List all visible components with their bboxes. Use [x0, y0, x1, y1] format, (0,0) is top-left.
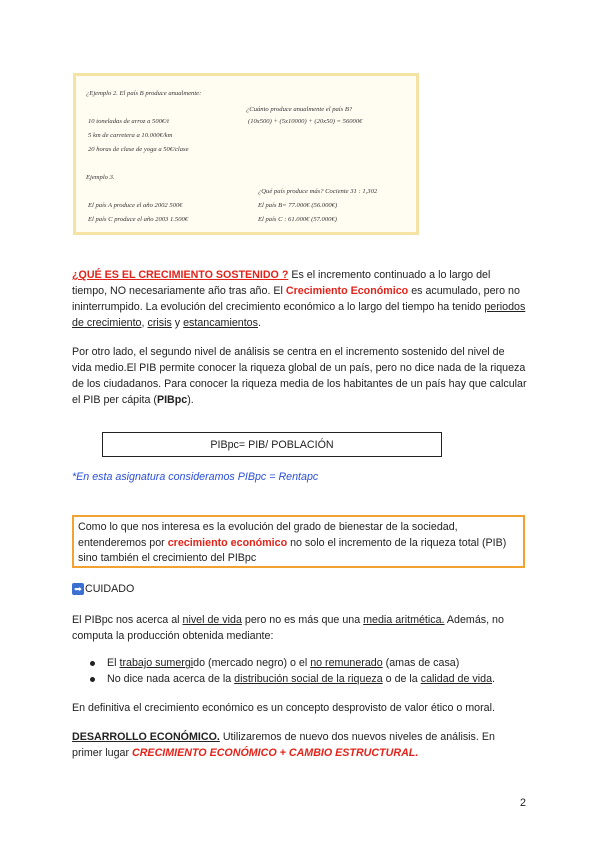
item-text: No dice nada acerca de la — [107, 673, 235, 685]
example-line: Ejemplo 3. — [86, 174, 115, 181]
link-estancamientos: estancamientos — [183, 317, 258, 329]
item-text: o de la — [382, 673, 421, 685]
link-crisis: crisis — [147, 317, 172, 329]
example-line: El país C produce el año 2003 1.500€ — [88, 216, 189, 223]
link-periodos: periodos de crecimiento — [72, 301, 526, 329]
highlight-term: Crecimiento Económico — [285, 285, 409, 297]
cuidado-callout — [72, 583, 134, 595]
example-line: (10x500) + (5x10000) + (20x50) = 56000€ — [248, 118, 363, 125]
pibpc-paragraph — [72, 344, 527, 408]
example-line: El país B= 77.000€ (56.000€) — [258, 202, 338, 209]
conclusion-paragraph: En definitiva el crecimiento económico es un concepto desprovisto de valor ético o moral. — [72, 702, 495, 714]
example-line: El país C : 61.000€ (57.000€) — [258, 216, 337, 223]
underlined-term: calidad de vida — [420, 673, 493, 685]
underlined-term: distribución social de la riqueza — [234, 673, 383, 685]
section-heading: DESARROLLO ECONÓMICO. — [72, 731, 220, 743]
bullet-icon — [90, 661, 95, 666]
paragraph-text: Además, no computa la producción obtenida mediante: — [72, 614, 504, 642]
paragraph-text: y — [171, 317, 184, 329]
example-line: ¿Ejemplo 2. El país B produce anualmente: — [86, 90, 202, 97]
bullet-list — [90, 655, 495, 687]
paragraph-text: Utilizaremos de nuevo dos nuevos niveles de análisis. En primer lugar — [72, 731, 495, 759]
bullet-icon — [90, 677, 95, 682]
example-line: 10 toneladas de arroz a 500€/t — [88, 118, 169, 125]
underlined-term: no remunerado — [310, 657, 383, 669]
paragraph-text: es acumulado, pero no ininterrumpido. La evolución del crecimiento económico a lo largo del tiempo ha tenido — [72, 285, 520, 313]
item-text: El — [107, 657, 120, 669]
highlight-term: crecimiento económico — [167, 536, 288, 549]
cuidado-label: CUIDADO — [85, 583, 135, 595]
underlined-term: media aritmética. — [363, 614, 445, 626]
pibpc-limits-paragraph — [72, 612, 527, 644]
formula-text: PIBpc= PIB/ POBLACIÓN — [210, 438, 334, 451]
box-text: Como lo que nos interesa es la evolución del grado de bienestar de la sociedad, entenderemos por — [78, 521, 458, 549]
paragraph-text: pero no es más que una — [241, 614, 364, 626]
crecimiento-sostenido-paragraph — [72, 267, 527, 331]
item-text: (amas de casa) — [382, 657, 460, 669]
list-item — [90, 655, 495, 671]
list-item-text — [107, 671, 495, 687]
paragraph-text: Por otro lado, el segundo nivel de análisis se centra en el incremento sostenido del nivel de vida medio.El PIB permite conocer la riqueza global de un país, pero no dice nada de la riqueza de los ciudadanos. Para conocer la riqueza media de los habitantes de un país hay que calcular el PIB per cápita ( — [72, 346, 527, 406]
example-line: ¿Qué país produce más? Cociente 31 : 1,302 — [258, 188, 378, 195]
paragraph-text: Es el incremento continuado a lo largo del tiempo, NO necesariamente año tras año. El — [72, 269, 491, 297]
paragraph-text: , — [141, 317, 148, 329]
highlight-term: CRECIMIENTO ECONÓMICO + CAMBIO ESTRUCTURAL. — [132, 747, 419, 759]
example-image-box — [73, 73, 419, 235]
list-item — [90, 671, 495, 687]
note-text: *En esta asignatura consideramos PIBpc = Rentapc — [72, 471, 319, 483]
bold-term: PIBpc — [156, 394, 188, 406]
item-text: . — [492, 673, 496, 685]
formula-box — [102, 432, 442, 457]
desarrollo-paragraph — [72, 729, 527, 761]
list-item-text — [107, 655, 459, 671]
example-line: El país A produce el año 2002 500€ — [88, 202, 183, 209]
item-text: do (mercado negro) o el — [193, 657, 311, 669]
box-text: no solo el incremento de la riqueza total (PIB) sino también el crecimiento del PIBpc — [78, 536, 507, 564]
right-arrow-icon: ➡ — [72, 583, 84, 595]
paragraph-text: ). — [187, 394, 194, 406]
underlined-term: nivel de vida — [182, 614, 242, 626]
section-heading: ¿QUÉ ES EL CRECIMIENTO SOSTENIDO ? — [72, 269, 289, 281]
underlined-term: trabajo sumergi — [119, 657, 194, 669]
paragraph-text: . — [257, 317, 261, 329]
page-number: 2 — [520, 797, 526, 809]
highlight-box — [72, 515, 525, 568]
example-line: 20 horas de clase de yoga a 50€/clase — [88, 146, 189, 153]
example-line: ¿Cuánto produce anualmente el país B? — [246, 106, 353, 113]
paragraph-text: El PIBpc nos acerca al — [72, 614, 183, 626]
example-line: 5 km de carretera a 10.000€/km — [88, 132, 173, 139]
